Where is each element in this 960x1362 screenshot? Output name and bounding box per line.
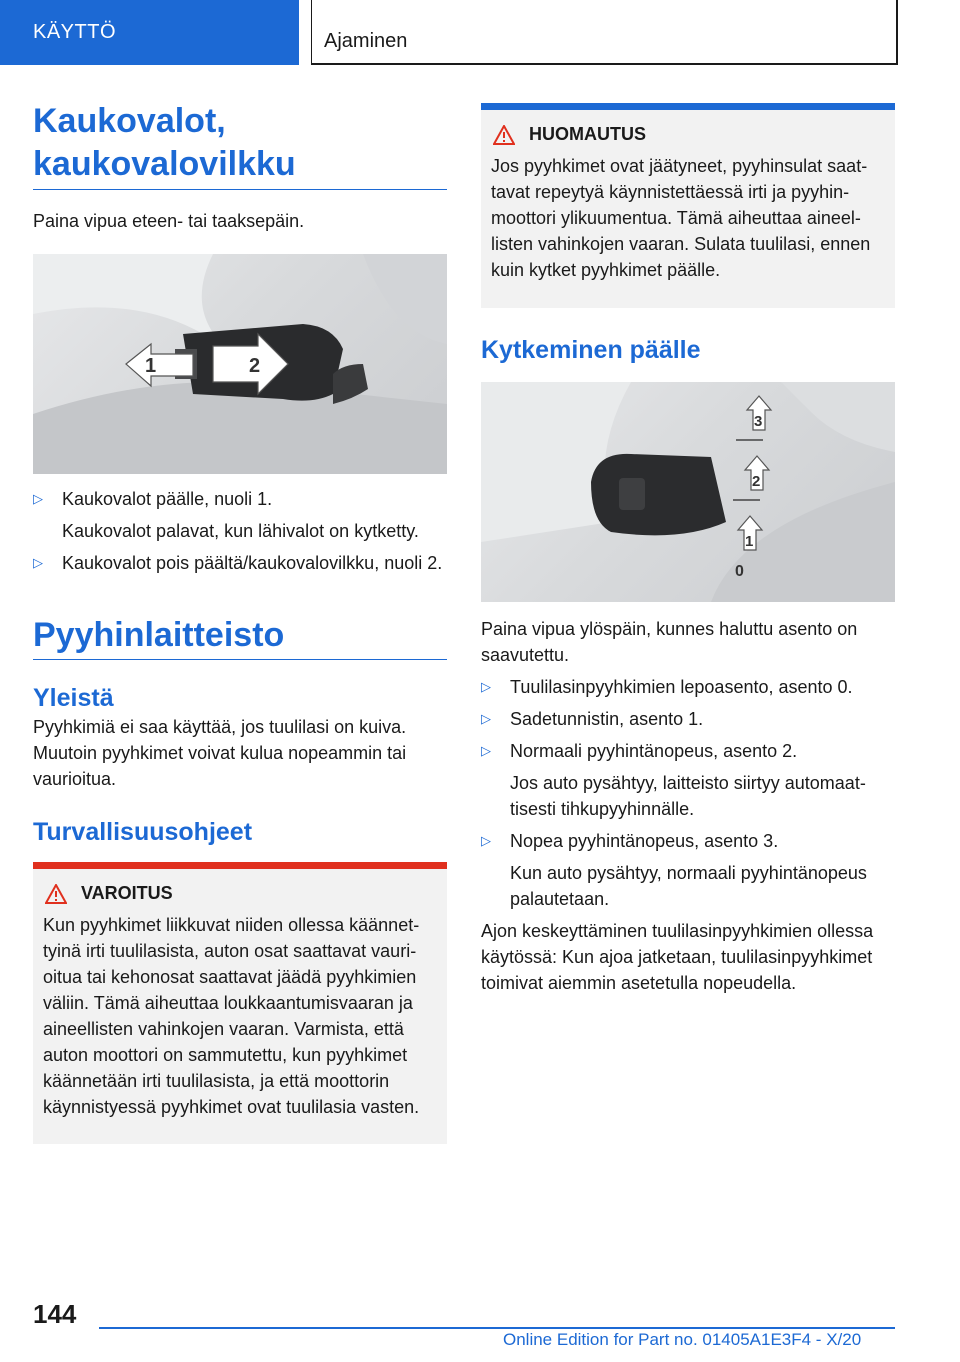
- left-column: [33, 100, 447, 1144]
- list-item-text: Sadetunnistin, asento 1.: [510, 709, 704, 729]
- heading-switch-on: Kytkeminen päälle: [481, 336, 701, 364]
- list-item: [481, 738, 895, 764]
- list-item: [33, 550, 447, 576]
- warning-title-text: VAROITUS: [81, 883, 173, 903]
- high-beam-list: [33, 486, 447, 512]
- wiper-position-list: [481, 674, 895, 764]
- heading-safety: Turvallisuusohjeet: [33, 818, 253, 846]
- page-number: 144: [33, 1299, 77, 1329]
- arrow-label-1: 1: [145, 355, 157, 377]
- arrow-label-2: 2: [249, 355, 261, 377]
- illustration-wiper-lever: [481, 382, 895, 602]
- paragraph-general: Pyyhkimiä ei saa käyttää, jos tuulilasi on kuiva. Muutoin pyyhkimet voivat kulua nopeammin tai vaurioitua.: [33, 717, 407, 789]
- list-item: [481, 706, 895, 732]
- paragraph-switch-on: Paina vipua ylöspäin, kunnes haluttu asento on saavutettu.: [481, 619, 858, 665]
- warning-triangle-icon: [45, 884, 67, 904]
- list-item-subtext: Kun auto pysähtyy, normaali pyyhintänopeus palautetaan.: [510, 863, 867, 909]
- heading-general: Yleistä: [33, 684, 114, 712]
- list-item-subtext: Kaukovalot palavat, kun lähivalot on kytketty.: [62, 521, 419, 541]
- list-item-text: Kaukovalot pois päältä/kaukovalovilkku, nuoli 2.: [62, 553, 443, 573]
- illustration-high-beam-lever: [33, 254, 447, 474]
- list-item-text: Kaukovalot päälle, nuoli 1.: [62, 489, 273, 509]
- triangle-bullet-icon: ▷: [481, 743, 491, 758]
- notice-text: Jos pyyhkimet ovat jäätyneet, pyyhinsulat saat-tavat repeytyä käynnistettäessä irti ja pyyhin-moottori ylikuumentua. Tämä aiheuttaa aineel-listen vahinkojen vaaran. Sulata tuulilasi, ennen kuin kytket pyyhkimet päälle.: [491, 156, 871, 280]
- warning-text: Kun pyyhkimet liikkuvat niiden ollessa käännet-tyinä irti tuulilasista, auton osat saattavat vauri-oitua tai kehonosat saattavat jäädä pyyhkimien väliin. Tämä aiheuttaa loukkaantumisvaaran ja aineellisten vahinkojen vaaran. Varmista, että auton moottori on sammutettu, kun pyyhkimet käännetään irti tuulilasista, ja että moottorin käynnistyessä pyyhkimet ovat tuulilasia vasten.: [43, 915, 420, 1117]
- list-item-text: Nopea pyyhintänopeus, asento 3.: [510, 831, 779, 851]
- paragraph-high-beam: Paina vipua eteen- tai taaksepäin.: [33, 211, 305, 231]
- position-label-3: 3: [754, 413, 763, 430]
- list-item: [33, 486, 447, 512]
- footer-rule: [99, 1327, 895, 1329]
- position-label-2: 2: [752, 473, 761, 490]
- triangle-bullet-icon: ▷: [481, 679, 491, 694]
- high-beam-list-2: [33, 550, 447, 576]
- heading-rule: [33, 659, 447, 660]
- notice-title-text: HUOMAUTUS: [529, 124, 646, 144]
- triangle-bullet-icon: ▷: [481, 711, 491, 726]
- list-item: [481, 828, 895, 854]
- triangle-bullet-icon: ▷: [481, 833, 491, 848]
- wiper-position-list-2: [481, 828, 895, 854]
- chapter-tab: [0, 0, 299, 65]
- notice-box: [481, 103, 895, 308]
- wiper-lever-illustration: [481, 382, 895, 602]
- list-item-text: Tuulilasinpyyhkimien lepoasento, asento 0.: [510, 677, 853, 697]
- warning-triangle-icon: [493, 125, 515, 145]
- position-label-1: 1: [745, 533, 754, 550]
- position-label-0: 0: [735, 563, 744, 580]
- edition-footer: Online Edition for Part no. 01405A1E3F4 - X/20: [503, 1330, 862, 1349]
- heading-high-beam: Kaukovalot, kaukovalovilkku: [33, 102, 296, 183]
- warning-title: [43, 883, 433, 904]
- heading-rule: [33, 189, 447, 190]
- triangle-bullet-icon: ▷: [33, 491, 43, 506]
- list-item: [481, 674, 895, 700]
- chapter-label: KÄYTTÖ: [33, 21, 117, 43]
- right-column: [481, 103, 895, 996]
- triangle-bullet-icon: ▷: [33, 555, 43, 570]
- notice-title: [491, 124, 881, 145]
- section-title: Ajaminen: [324, 30, 408, 52]
- list-item-text: Normaali pyyhintänopeus, asento 2.: [510, 741, 798, 761]
- paragraph-interrupt: Ajon keskeyttäminen tuulilasinpyyhkimien ollessa käytössä: Kun ajoa jatketaan, tuulilasinpyyhkimet toimivat aiemmin asetetulla nopeudella.: [481, 921, 874, 993]
- heading-wipers: Pyyhinlaitteisto: [33, 616, 285, 654]
- warning-box: [33, 862, 447, 1144]
- list-item-subtext: Jos auto pysähtyy, laitteisto siirtyy automaat-tisesti tihkupyyhinnälle.: [510, 773, 866, 819]
- lever-illustration: [33, 254, 447, 474]
